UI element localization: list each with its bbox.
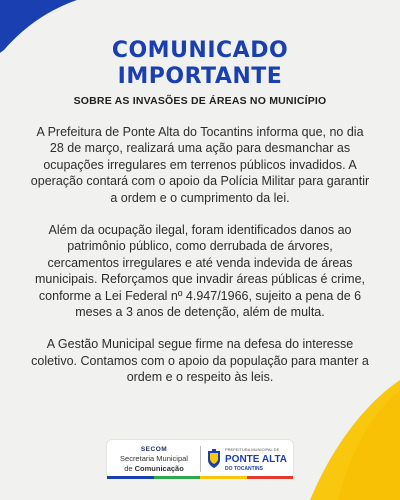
pref-name: PONTE ALTA (225, 453, 288, 465)
heading-importante: IMPORTANTE (117, 64, 283, 89)
secom-title: SECOM (140, 445, 168, 453)
pref-sub: DO TOCANTINS (225, 465, 263, 472)
paragraph-3: A Gestão Municipal segue firme na defesa do interesse coletivo. Contamos com o apoio da população para manter a ordem e o respeito às leis. (31, 337, 369, 385)
secom-line3-bold: Comunicação (134, 463, 184, 473)
paragraph-2: Além da ocupação ilegal, foram identificados danos ao patrimônio público, como derrubada de árvores, cercamentos irregulares e até venda indevida de áreas municipais. Reforçamos que invadir áreas públicas é crime, conforme a Lei Federal nº 4.947/1966, sujeito a pena de 6 meses a 3 anos de detenção, além de multa. (34, 223, 365, 320)
pref-label: PREFEITURA MUNICIPAL DE (225, 446, 280, 452)
secom-line3 (111, 464, 197, 474)
announcement-heading (0, 38, 400, 107)
heading-comunicado: COMUNICADO (111, 38, 289, 63)
prefeitura-logo (204, 446, 287, 473)
secom-line3-prefix: de (124, 463, 135, 473)
announcement-body (30, 124, 370, 402)
paragraph-1: A Prefeitura de Ponte Alta do Tocantins informa que, no dia 28 de março, realizará uma ação para desmanchar as ocupações irregulares em terrenos públicos invadidos. A operação contará com o apoio da Polícia Militar para garantir a ordem e o cumprimento da lei. (30, 125, 370, 205)
footer-color-strip (107, 476, 293, 479)
municipal-crest-icon (206, 448, 222, 470)
prefeitura-text (225, 446, 287, 473)
secom-logo (107, 445, 197, 474)
footer-logos (107, 440, 293, 478)
heading-subtitle: SOBRE AS INVASÕES DE ÁREAS NO MUNICÍPIO (73, 95, 327, 107)
footer-divider (200, 446, 201, 472)
secom-line2: Secretaria Municipal (120, 454, 188, 464)
